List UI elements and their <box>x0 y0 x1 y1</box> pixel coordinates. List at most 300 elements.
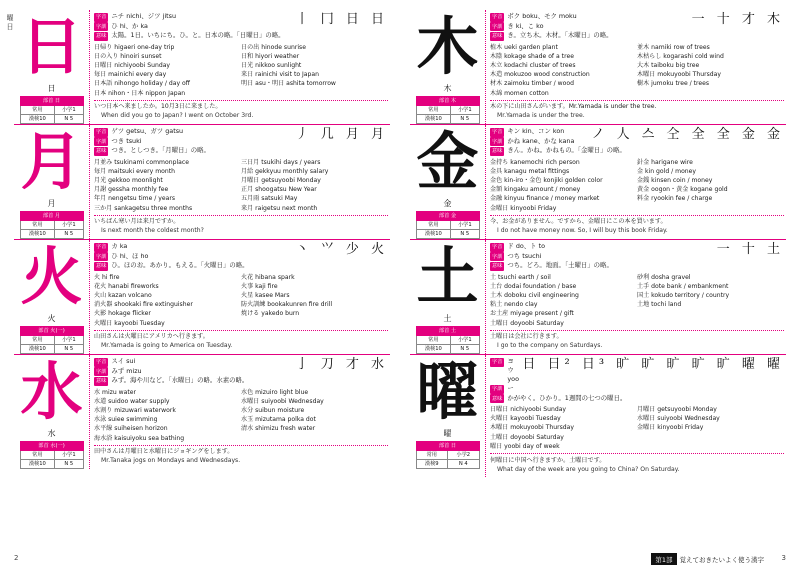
kanji-content-column <box>486 355 786 477</box>
vocabulary-column-right <box>637 405 784 442</box>
vocabulary-column-left <box>94 273 241 328</box>
vocabulary-item: 水曜日 suiyoobi Wednesday <box>241 397 324 405</box>
kanji-info-table <box>20 441 84 469</box>
vocabulary-item: 来月 raigetsu next month <box>241 204 318 212</box>
kanji-display-column <box>14 240 90 354</box>
big-kanji-glyph: 金 <box>416 125 479 198</box>
example-sentence-en: I do not have money now. So, I will buy this book Friday. <box>497 227 668 235</box>
on-reading-text: ヨウ yoo <box>507 357 519 383</box>
vocabulary-item: 土曜日 doyoobi Saturday <box>490 319 564 327</box>
info-radical: 部首 日 <box>20 97 83 106</box>
info-jlpt: N 5 <box>451 115 479 124</box>
vocabulary-item: 来日 rainichi visit to Japan <box>241 71 319 79</box>
on-reading-row <box>490 127 588 137</box>
info-kanken: 漢検10 <box>416 345 451 354</box>
kanji-entry-do <box>410 239 786 354</box>
vocabulary-item: 金具 kanagu metal fittings <box>490 167 570 175</box>
kanji-reading-box: 火 <box>47 314 56 323</box>
vocabulary-item: 金融 kinyuu finance / money market <box>490 195 600 203</box>
kanji-entry-you <box>410 354 786 477</box>
meaning-tag: 意味 <box>492 395 503 402</box>
example-sentence-en: Mr.Yamada is under the tree. <box>497 112 585 120</box>
vocabulary-column-right <box>241 43 388 98</box>
kanji-reading-box: 水 <box>47 429 56 438</box>
vocabulary-item: 火事 kaji fire <box>241 282 278 290</box>
vocabulary-column-right <box>241 158 388 213</box>
right-page <box>400 0 800 568</box>
meaning-tag: 意味 <box>492 263 503 269</box>
vocabulary-item: 三日月 tsukihi days / years <box>241 158 321 166</box>
meaning-text: つき。としつき。「月曜日」の略。 <box>111 146 210 154</box>
info-joyo: 常用 <box>416 451 448 460</box>
kanji-info-table <box>416 326 480 354</box>
on-reading-tag: 字音 <box>492 244 503 250</box>
kun-reading-tag: 字訓 <box>96 368 107 375</box>
vocabulary-item: 海水浴 kaisuiyoku sea bathing <box>94 434 185 442</box>
vocabulary-item: 月曜日 getsuyoobi Monday <box>637 406 717 413</box>
example-sentence-ja: 田中さんは月曜日と水曜日にジョギングをします。 <box>94 448 234 456</box>
example-sentence <box>490 456 784 474</box>
example-sentence-ja: いちばん寒い月は来月ですか。 <box>94 218 180 226</box>
meaning-tag: 意味 <box>96 378 107 384</box>
vocabulary-grid <box>490 158 784 213</box>
vocabulary-item: 大木 taiboku big tree <box>637 61 700 69</box>
big-kanji-glyph: 曜 <box>416 355 479 428</box>
stroke-order-diagram: 丶 ⺍ 少 火 <box>295 242 388 257</box>
vocabulary-item: 月曜日 getsuyoobi Monday <box>241 176 321 184</box>
vocabulary-item: 水割り mizuwari waterwork <box>94 406 176 414</box>
info-jlpt: N 5 <box>451 230 479 239</box>
meaning-row <box>490 146 784 156</box>
vocabulary-item: 日曜日 nichiyoobi Sunday <box>490 406 567 413</box>
vocabulary-item: 水道 suidoo water supply <box>94 397 170 405</box>
vocabulary-item: 木造 mokuzoo wood construction <box>490 71 590 79</box>
kun-reading-text: つき tsuki <box>111 136 142 145</box>
info-joyo: 常用 <box>416 221 451 230</box>
vocabulary-item: 日の出 hinode sunrise <box>241 43 306 51</box>
example-sentence <box>94 332 388 350</box>
vocabulary-column-right <box>241 388 388 443</box>
kanji-content-column <box>90 240 390 354</box>
divider <box>490 453 784 454</box>
kun-reading-row <box>490 252 713 262</box>
example-sentence-ja: 今、お金がありません。ですから、金曜日にこの本を買います。 <box>490 218 667 226</box>
vocabulary-column-left <box>490 273 637 328</box>
example-sentence-ja: いつ日本へ来ましたか。10月3日に来ました。 <box>94 103 222 111</box>
on-reading-row <box>94 242 292 252</box>
example-sentence-en: When did you go to Japan? I went on October 3rd. <box>101 112 254 120</box>
kanji-display-column <box>410 10 486 124</box>
kun-reading-text: つち tsuchi <box>507 251 542 260</box>
vocabulary-item: 清水 shimizu fresh water <box>241 425 316 433</box>
vocabulary-item: 針金 harigane wire <box>637 158 693 166</box>
kanji-reading-box: 木 <box>443 84 452 93</box>
divider <box>94 330 388 331</box>
page-number-right: 3 <box>781 554 786 562</box>
kun-reading-text: き ki、こ ko <box>507 21 544 30</box>
info-jlpt: N 4 <box>448 460 480 469</box>
meaning-row <box>94 376 388 386</box>
example-sentence <box>94 102 388 120</box>
vocabulary-column-left <box>490 405 637 442</box>
example-sentence-en: What day of the week are you going to China? On Saturday. <box>497 465 680 473</box>
vocabulary-item: 火曜日 kayoobi Tuesday <box>94 319 165 327</box>
kanji-reading-box: 土 <box>443 314 452 323</box>
kanji-info-table <box>20 326 84 354</box>
on-reading-text: カ ka <box>111 242 128 250</box>
stroke-order-diagram: 一 十 才 木 <box>691 12 784 27</box>
vocabulary-column-right <box>241 273 388 328</box>
vocabulary-item: 水泳 suiee swimming <box>94 416 158 424</box>
vocabulary-item: 金曜日 kinyoobi Friday <box>490 204 557 212</box>
vocabulary-item: 火 hi fire <box>94 273 120 281</box>
divider <box>94 445 388 446</box>
vocabulary-grid <box>490 405 784 442</box>
vocabulary-item: 土木 doboku civil engineering <box>490 291 579 299</box>
on-reading-tag: 字音 <box>492 359 503 365</box>
on-reading-row <box>94 357 292 367</box>
stroke-order-diagram: 一 十 土 <box>716 242 784 257</box>
vocabulary-item: 五月雨 satsuki May <box>241 195 298 203</box>
vocabulary-item: 日帰り higaeri one-day trip <box>94 43 175 51</box>
info-grade: 小学1 <box>451 221 479 230</box>
kun-reading-row <box>94 22 292 32</box>
example-sentence-en: Mr.Tanaka jogs on Mondays and Wednesdays. <box>101 457 241 465</box>
info-radical: 部首 日 <box>416 442 479 451</box>
big-kanji-glyph: 水 <box>20 355 83 428</box>
meaning-row <box>94 31 388 41</box>
info-radical: 部首 金 <box>416 212 479 221</box>
info-joyo: 常用 <box>20 336 55 345</box>
info-grade: 小学1 <box>55 451 83 460</box>
vocabulary-item: 水曜日 suiyoobi Wednesday <box>637 415 720 423</box>
vocabulary-item-extra: 曜日 yoobi day of week <box>490 442 560 450</box>
vocabulary-item: 金 kin gold / money <box>637 167 697 175</box>
vocabulary-item: 日本語 nihongo holiday / day off <box>94 80 190 88</box>
kun-reading-tag: 字訓 <box>492 23 503 30</box>
info-jlpt: N 5 <box>55 460 83 469</box>
kanji-display-column <box>410 240 486 354</box>
kun-reading-row <box>94 252 292 262</box>
example-sentence-ja: 何曜日に中国へ行きますか。土曜日です。 <box>490 456 606 464</box>
vocabulary-item: 樹木 jumoku tree / trees <box>637 80 710 88</box>
on-reading-row <box>490 242 713 252</box>
info-jlpt: N 5 <box>451 345 479 354</box>
kanji-display-column <box>410 355 486 477</box>
example-sentence-en: Is next month the coldest month? <box>101 227 204 235</box>
on-reading-tag: 字音 <box>492 129 503 135</box>
vocabulary-item: 黄金 oogon・黄金 kogane gold <box>637 186 728 194</box>
example-sentence <box>490 332 784 350</box>
vocabulary-item: 日曜日 nichiyoobi Sunday <box>94 61 171 69</box>
vocabulary-item: 料金 ryookin fee / charge <box>637 195 713 203</box>
vocabulary-item: 水平線 suiheisen horizon <box>94 425 168 433</box>
info-kanken: 漢検10 <box>20 230 55 239</box>
kun-reading-row <box>490 384 518 394</box>
on-reading-tag: 字音 <box>96 244 107 250</box>
vocabulary-item: 火曜日 kayoobi Tuesday <box>490 415 561 423</box>
vocabulary-item: 月光 gekkoo moonlight <box>94 176 163 184</box>
vocabulary-item: 国土 kokudo territory / country <box>637 291 730 299</box>
vocabulary-item: 火山 kazan volcano <box>94 291 152 299</box>
vocabulary-item: 木曜日 mokuyoobi Thursday <box>490 424 574 432</box>
vocabulary-grid <box>490 273 784 328</box>
meaning-text: 太陽。1日。いちにち。ひ。と。日本の略。「日曜日」の略。 <box>111 31 285 39</box>
kanji-content-column <box>90 125 390 239</box>
big-kanji-glyph: 土 <box>416 240 479 313</box>
kanji-reading-box: 月 <box>47 199 56 208</box>
meaning-text: き。立ち木。木材。「木曜日」の略。 <box>507 31 613 39</box>
vocabulary-grid <box>94 158 388 213</box>
vertical-tab-text: 曜日 <box>6 14 14 31</box>
info-kanken: 漢検10 <box>20 345 55 354</box>
example-sentence <box>94 217 388 235</box>
vocabulary-item: 水分 suibun moisture <box>241 406 305 414</box>
kanji-entry-nichi <box>14 10 390 124</box>
info-kanken: 漢検9 <box>416 460 448 469</box>
kanji-content-column <box>486 10 786 124</box>
vocabulary-item: 木綿 momen cotton <box>490 89 549 97</box>
kanji-entry-kin <box>410 124 786 239</box>
example-sentence-en: I go to the company on Saturdays. <box>497 342 603 350</box>
info-radical: 部首 木 <box>416 97 479 106</box>
footer-chapter-badge <box>651 553 764 565</box>
vocabulary-item: 粘土 nendo clay <box>490 301 538 309</box>
info-joyo: 常用 <box>20 106 55 115</box>
vocabulary-item: 正月 shoogatsu New Year <box>241 186 317 194</box>
vocabulary-grid <box>94 43 388 98</box>
stroke-order-diagram: 丨 冂 日 日 <box>295 12 388 27</box>
info-radical: 部首 火(一) <box>20 327 83 336</box>
info-grade: 小学1 <box>451 106 479 115</box>
on-reading-row <box>490 357 518 384</box>
kun-reading-row <box>94 367 292 377</box>
stroke-order-diagram: 丿 几 月 月 <box>295 127 388 142</box>
vocabulary-item: 防火訓練 bookakunren fire drill <box>241 301 333 309</box>
vocabulary-item: 日の入り hinoiri sunset <box>94 52 162 60</box>
kanji-entry-moku <box>410 10 786 124</box>
vocabulary-item: 金曜日 kinyoobi Friday <box>637 424 704 432</box>
info-kanken: 漢検10 <box>20 115 55 124</box>
kun-reading-row <box>94 137 292 147</box>
kanji-display-column <box>410 125 486 239</box>
kanji-content-column <box>90 10 390 124</box>
kun-reading-tag: 字訓 <box>492 386 503 392</box>
kanji-content-column <box>486 125 786 239</box>
kun-reading-text: かね kane、かな kana <box>507 136 575 145</box>
vocabulary-grid <box>94 388 388 443</box>
vocabulary-item: 砂利 dosha gravel <box>637 273 691 281</box>
vocabulary-item: 土曜日 doyoobi Saturday <box>490 433 564 441</box>
example-sentence <box>490 217 784 235</box>
vocabulary-item: 材木 zaimoku timber / wood <box>490 80 574 88</box>
vocabulary-item: 日本 nihon・日本 nippon Japan <box>94 89 186 97</box>
big-kanji-glyph: 木 <box>416 10 479 83</box>
kanji-info-table <box>416 441 480 469</box>
info-grade: 小学1 <box>55 336 83 345</box>
vocabulary-column-left <box>94 388 241 443</box>
vocabulary-item: 木立 kodachi cluster of trees <box>490 61 576 69</box>
vocabulary-column-left <box>94 158 241 213</box>
info-jlpt: N 5 <box>55 115 83 124</box>
vocabulary-grid <box>490 43 784 98</box>
example-sentence <box>94 447 388 465</box>
kun-reading-tag: 字訓 <box>96 138 107 145</box>
meaning-text: きん。かね。かねもの。「金曜日」の略。 <box>507 146 626 154</box>
example-sentence-en: Mr.Yamada is going to America on Tuesday. <box>101 342 233 350</box>
kanji-display-column <box>14 10 90 124</box>
kun-reading-tag: 字訓 <box>96 253 107 260</box>
kanji-reading-box: 曜 <box>443 429 452 438</box>
meaning-tag: 意味 <box>96 148 107 154</box>
vocabulary-item: 日光 nikkoo sunlight <box>241 61 302 69</box>
vocabulary-item: 年月 nengetsu time / years <box>94 195 176 203</box>
chapter-title: 覚えておきたいよく使う漢字 <box>679 555 764 564</box>
vocabulary-item: 月並み tsukinami commonplace <box>94 158 189 166</box>
meaning-tag: 意味 <box>96 263 107 269</box>
kun-reading-text: ー <box>507 384 514 392</box>
meaning-tag: 意味 <box>492 33 503 39</box>
big-kanji-glyph: 月 <box>20 125 83 198</box>
vocabulary-item: 土 tsuchi earth / soil <box>490 273 551 281</box>
vocabulary-item: 土地 tochi land <box>637 301 682 309</box>
kanji-display-column <box>14 355 90 469</box>
meaning-text: みず。海や川など。「水曜日」の略。水素の略。 <box>111 376 249 384</box>
stroke-order-diagram: 亅 刀 才 水 <box>295 357 388 372</box>
meaning-row <box>490 394 784 404</box>
vocabulary-column-left <box>94 43 241 98</box>
chapter-number: 第1部 <box>651 553 676 565</box>
vocabulary-item: 水玉 mizutama polka dot <box>241 416 316 424</box>
vocabulary-item: 植木 ueki garden plant <box>490 43 558 51</box>
vocabulary-item: 火花 hibana spark <box>241 273 295 281</box>
meaning-row <box>490 31 784 41</box>
kanji-reading-box: 金 <box>443 199 452 208</box>
kanji-content-column <box>486 240 786 354</box>
info-kanken: 漢検10 <box>416 230 451 239</box>
info-grade: 小学1 <box>55 221 83 230</box>
on-reading-row <box>94 127 292 137</box>
vocabulary-item: 月謝 gessha monthly fee <box>94 186 169 194</box>
on-reading-tag: 字音 <box>492 14 503 20</box>
kun-reading-tag: 字訓 <box>492 138 503 145</box>
vocabulary-item: お土産 miyage present / gift <box>490 310 574 318</box>
vocabulary-item: 並木 namiki row of trees <box>637 43 710 51</box>
on-reading-text: ボク boku、モク moku <box>507 12 577 20</box>
vocabulary-item: 金色 kin-iro・金色 konjiki golden color <box>490 176 603 184</box>
vocabulary-item: 水 mizu water <box>94 388 137 396</box>
on-reading-text: ニチ nichi、ジツ jitsu <box>111 12 177 20</box>
vocabulary-item: 木枯らし kogarashi cold wind <box>637 52 724 60</box>
vocabulary-item: 明日 asu・明日 ashita tomorrow <box>241 80 336 88</box>
on-reading-tag: 字音 <box>96 359 107 365</box>
on-reading-tag: 字音 <box>96 14 107 20</box>
kanji-display-column <box>14 125 90 239</box>
meaning-tag: 意味 <box>492 148 503 154</box>
divider <box>490 100 784 101</box>
info-joyo: 常用 <box>416 336 451 345</box>
kanji-info-table <box>20 96 84 124</box>
info-radical: 部首 土 <box>416 327 479 336</box>
on-reading-tag: 字音 <box>96 129 107 135</box>
divider <box>94 215 388 216</box>
vocabulary-item: 水色 mizuiro light blue <box>241 388 309 396</box>
divider <box>94 100 388 101</box>
vocabulary-item: 火星 kasee Mars <box>241 291 290 299</box>
vocabulary-item: 金銭 kinsen coin / money <box>637 176 713 184</box>
info-kanken: 漢検10 <box>20 460 55 469</box>
info-jlpt: N 5 <box>55 230 83 239</box>
kanji-info-table <box>416 96 480 124</box>
meaning-text: かがやく。ひかり。1週間の七つの曜日。 <box>507 393 627 402</box>
kanji-info-table <box>416 211 480 239</box>
kun-reading-text: ひ hi、か ka <box>111 21 148 30</box>
example-sentence-ja: 山田さんは火曜日にアメリカへ行きます。 <box>94 333 209 341</box>
vocabulary-column-right <box>637 273 784 328</box>
kanji-content-column <box>90 355 390 469</box>
kanji-info-table <box>20 211 84 239</box>
info-joyo: 常用 <box>20 221 55 230</box>
vocabulary-column-left <box>490 158 637 213</box>
example-sentence-ja: 土曜日は会社に行きます。 <box>490 333 563 341</box>
kun-reading-text: みず mizu <box>111 366 142 375</box>
vocabulary-item: 火影 hokage flicker <box>94 310 151 318</box>
right-entry-list <box>410 10 786 546</box>
vocabulary-item: 土台 dodai foundation / base <box>490 282 577 290</box>
vocabulary-item: 消火器 shookaki fire extinguisher <box>94 301 193 309</box>
kanji-entry-ka <box>14 239 390 354</box>
vocabulary-item: 日和 hiyori weather <box>241 52 300 60</box>
meaning-row <box>94 146 388 156</box>
divider <box>490 215 784 216</box>
kun-reading-tag: 字訓 <box>96 23 107 30</box>
on-reading-text: ド do、ト to <box>507 242 546 250</box>
on-reading-text: キン kin、コン kon <box>507 127 565 135</box>
meaning-row <box>94 261 388 271</box>
meaning-text: ひ。ほのお。あかり。もえる。「火曜日」の略。 <box>111 261 249 269</box>
info-joyo: 常用 <box>20 451 55 460</box>
on-reading-row <box>490 12 688 22</box>
page-number-left: 2 <box>14 554 19 562</box>
meaning-tag: 意味 <box>96 33 107 39</box>
meaning-text: つち。どろ。地面。「土曜日」の略。 <box>507 261 613 269</box>
vocabulary-column-right <box>637 43 784 98</box>
divider <box>490 330 784 331</box>
vocabulary-item: 毎日 mainichi every day <box>94 71 167 79</box>
vocabulary-item: 月給 gekkyuu monthly salary <box>241 167 329 175</box>
vocabulary-grid <box>94 273 388 328</box>
kun-reading-row <box>490 137 588 147</box>
vocabulary-item: 焼ける yakedo burn <box>241 310 300 318</box>
big-kanji-glyph: 火 <box>20 240 83 313</box>
vocabulary-item: 三か月 sankagetsu three months <box>94 204 193 212</box>
kun-reading-row <box>490 22 688 32</box>
stroke-order-diagram: ノ 人 스 仝 全 全 金 金 <box>591 127 784 142</box>
vocabulary-item: 土手 dote bank / embankment <box>637 282 729 290</box>
left-entry-list <box>14 10 390 546</box>
vocabulary-item: 金持ち kanemochi rich person <box>490 158 580 166</box>
kanji-reading-box: 日 <box>47 84 56 93</box>
vocabulary-item: 毎月 maitsuki every month <box>94 167 176 175</box>
big-kanji-glyph: 日 <box>20 10 83 83</box>
vocabulary-column-left <box>490 43 637 98</box>
vocabulary-item: 木陰 kokage shade of a tree <box>490 52 574 60</box>
example-sentence <box>490 102 784 120</box>
kun-reading-tag: 字訓 <box>492 253 503 260</box>
on-reading-row <box>94 12 292 22</box>
info-grade: 小学1 <box>55 106 83 115</box>
info-kanken: 漢検10 <box>416 115 451 124</box>
